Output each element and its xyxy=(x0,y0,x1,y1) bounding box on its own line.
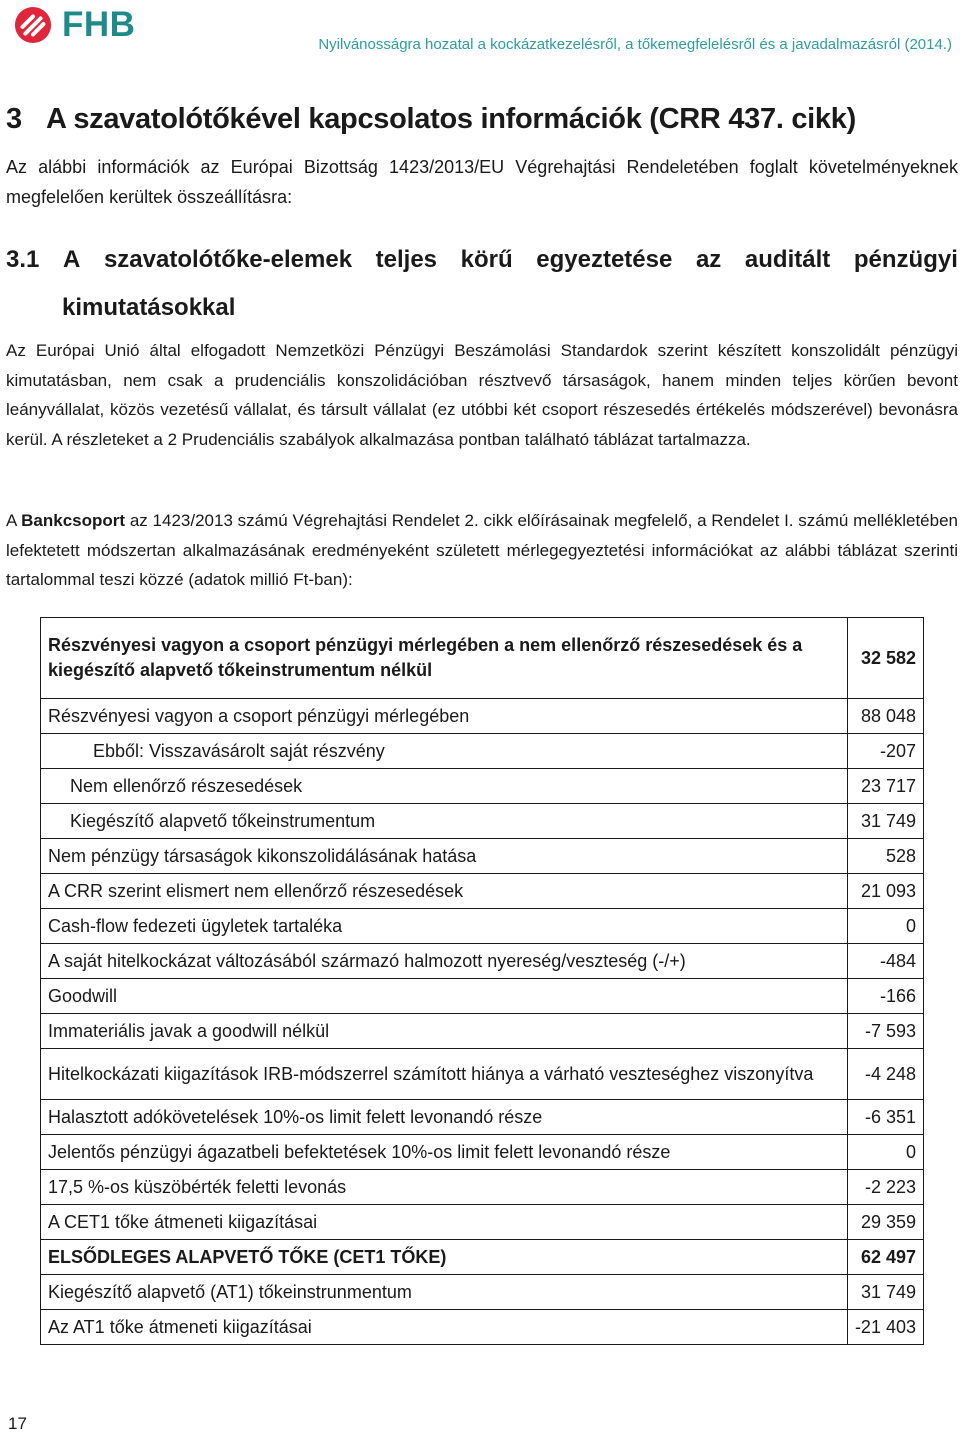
row-value: -21 403 xyxy=(847,1310,923,1345)
subsection-title-word: auditált xyxy=(744,246,831,273)
table-row xyxy=(41,699,924,734)
row-value: 0 xyxy=(847,1135,923,1170)
subsection-title-word: A xyxy=(62,246,81,273)
row-value: 23 717 xyxy=(847,769,923,804)
table-row xyxy=(41,944,924,979)
row-value: -4 248 xyxy=(847,1049,923,1100)
paragraph-reconciliation-after: az 1423/2013 számú Végrehajtási Rendelet 2. cikk előírásainak megfelelő, a Rendelet I. számú mellékletében lefektetett módszertan alkalmazásának eredményeként született mérlegegyeztetési információkat az alábbi táblázat szerinti tartalommal teszi közzé (adatok millió Ft-ban): xyxy=(6,511,958,589)
own-funds-reconciliation-table xyxy=(40,617,924,1345)
row-label: A saját hitelkockázat változásából származó halmozott nyereség/veszteség (-/+) xyxy=(41,944,848,979)
row-value: 88 048 xyxy=(847,699,923,734)
page-number: 17 xyxy=(8,1414,27,1433)
row-value: 528 xyxy=(847,839,923,874)
table-row xyxy=(41,1310,924,1345)
table-row xyxy=(41,618,924,699)
table-row xyxy=(41,979,924,1014)
row-label: A CET1 tőke átmeneti kiigazításai xyxy=(41,1205,848,1240)
subsection-title-word: teljes xyxy=(375,246,438,273)
paragraph-reconciliation xyxy=(6,506,958,595)
fhb-logo xyxy=(14,6,135,44)
row-value: 62 497 xyxy=(847,1240,923,1275)
row-label: Nem ellenőrző részesedések xyxy=(41,769,848,804)
table-row xyxy=(41,909,924,944)
logo-text: FHB xyxy=(62,5,136,44)
subsection-title-word: az xyxy=(695,246,722,273)
table-row xyxy=(41,839,924,874)
section-intro: Az alábbi információk az Európai Bizottság 1423/2013/EU Végrehajtási Rendeletében foglalt követelményeknek megfelelően kerültek összeállításra: xyxy=(6,157,958,207)
row-label: Goodwill xyxy=(41,979,848,1014)
row-label: Kiegészítő alapvető (AT1) tőkeinstrunmentum xyxy=(41,1275,848,1310)
subsection-title-word: körű xyxy=(460,246,513,273)
subsection-title-word: szavatolótőke-elemek xyxy=(103,246,353,273)
row-value: -6 351 xyxy=(847,1100,923,1135)
subsection-title-word: pénzügyi xyxy=(853,246,958,273)
row-value: 21 093 xyxy=(847,874,923,909)
row-value: -7 593 xyxy=(847,1014,923,1049)
section-number: 3 xyxy=(6,103,22,135)
paragraph-reconciliation-bold: Bankcsoport xyxy=(21,511,126,530)
row-value: 32 582 xyxy=(847,618,923,699)
subsection-heading xyxy=(6,236,958,332)
row-label: Jelentős pénzügyi ágazatbeli befektetések 10%-os limit felett levonandó része xyxy=(41,1135,848,1170)
subsection-title-line2: kimutatásokkal xyxy=(62,294,236,321)
row-value: -484 xyxy=(847,944,923,979)
row-label: Ebből: Visszavásárolt saját részvény xyxy=(41,734,848,769)
row-value: 31 749 xyxy=(847,804,923,839)
table-row xyxy=(41,1240,924,1275)
table-row xyxy=(41,1049,924,1100)
row-label: Részvényesi vagyon a csoport pénzügyi mérlegében a nem ellenőrző részesedések és a kiegészítő alapvető tőkeinstrumentum nélkül xyxy=(41,618,848,699)
table-row xyxy=(41,874,924,909)
row-value: -207 xyxy=(847,734,923,769)
row-value: 0 xyxy=(847,909,923,944)
table-row xyxy=(41,1135,924,1170)
paragraph-consolidation: Az Európai Unió által elfogadott Nemzetközi Pénzügyi Beszámolási Standardok szerint készített konszolidált pénzügyi kimutatásban, nem csak a prudenciális konszolidációban résztvevő társaságok, hanem minden teljes körűen bevont leányvállalat, közös vezetésű vállalat, és társult vállalat (ez utóbbi két csoport részesedés értékelés módszerével) bevonásra kerül. A részleteket a 2 Prudenciális szabályok alkalmazása pontban található táblázat tartalmazza. xyxy=(6,341,958,449)
table-row xyxy=(41,1275,924,1310)
table-row xyxy=(41,769,924,804)
row-value: 29 359 xyxy=(847,1205,923,1240)
row-label: Az AT1 tőke átmeneti kiigazításai xyxy=(41,1310,848,1345)
table-row xyxy=(41,1170,924,1205)
row-label: Halasztott adókövetelések 10%-os limit felett levonandó része xyxy=(41,1100,848,1135)
fhb-logo-mark-icon xyxy=(14,6,52,44)
subsection-number: 3.1 xyxy=(6,246,40,273)
subsection-title-word: egyeztetése xyxy=(536,246,673,273)
table-row xyxy=(41,1205,924,1240)
table-row xyxy=(41,1014,924,1049)
table-row xyxy=(41,734,924,769)
row-label: 17,5 %-os küszöbérték feletti levonás xyxy=(41,1170,848,1205)
row-value: -2 223 xyxy=(847,1170,923,1205)
row-label: Cash-flow fedezeti ügyletek tartaléka xyxy=(41,909,848,944)
table-row xyxy=(41,1100,924,1135)
section-heading xyxy=(6,103,856,136)
row-label: Immateriális javak a goodwill nélkül xyxy=(41,1014,848,1049)
subsection-title-line1 xyxy=(6,236,958,284)
row-label: ELSŐDLEGES ALAPVETŐ TŐKE (CET1 TŐKE) xyxy=(41,1240,848,1275)
row-label: A CRR szerint elismert nem ellenőrző részesedések xyxy=(41,874,848,909)
document-title: Nyilvánosságra hozatal a kockázatkezelésről, a tőkemegfelelésről és a javadalmazásról (2014.) xyxy=(318,36,952,53)
row-label: Hitelkockázati kiigazítások IRB-módszerrel számított hiánya a várható veszteséghez viszonyítva xyxy=(41,1049,848,1100)
table-row xyxy=(41,804,924,839)
section-title: A szavatolótőkével kapcsolatos információk (CRR 437. cikk) xyxy=(46,103,856,135)
row-label: Nem pénzügy társaságok kikonszolidálásának hatása xyxy=(41,839,848,874)
row-label: Részvényesi vagyon a csoport pénzügyi mérlegében xyxy=(41,699,848,734)
row-value: 31 749 xyxy=(847,1275,923,1310)
paragraph-reconciliation-before: A xyxy=(6,511,22,530)
page-header xyxy=(0,0,960,60)
row-value: -166 xyxy=(847,979,923,1014)
row-label: Kiegészítő alapvető tőkeinstrumentum xyxy=(41,804,848,839)
